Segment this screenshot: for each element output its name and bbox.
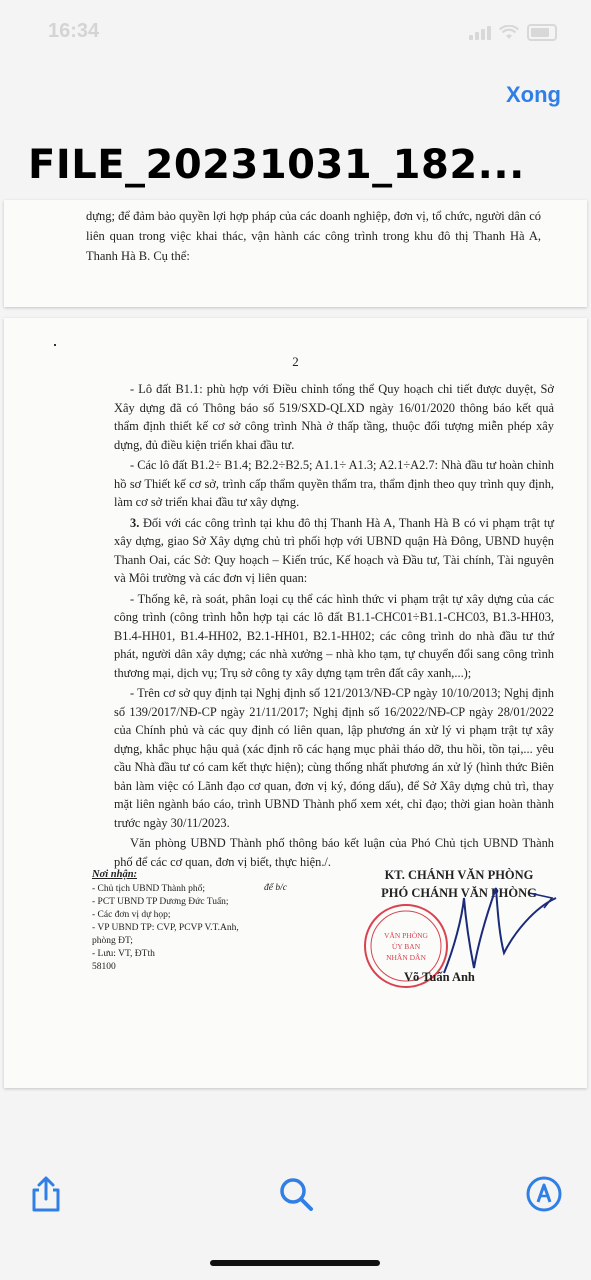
signal-icon [469,26,491,40]
handwritten-signature [434,878,564,978]
home-indicator[interactable] [210,1260,380,1266]
recipients-heading: Nơi nhận: [92,869,138,880]
paragraph-statistics: - Thống kê, rà soát, phân loại cụ thể các hình thức vi phạm trật tự xây dựng của các công trình (công trình hỗn hợp tại các lô đất B1.1-CHC01÷B1.1-CHC03, B1.3-HH03, B1.4-HH01, B1.4-HH02, B2.1-HH01, B2.1-HH02; các công trình do nhà đầu tư thứ phát, người dân xây dựng; các nhà xưởng – nhà kho tạm, tự chuyển đổi sang công trình thương mại, dịch vụ; Trụ sở công ty xây dựng tạm trên đất cây xanh,...); [114,591,554,680]
paragraph-b11: - Lô đất B1.1: phù hợp với Điều chỉnh tổng thể Quy hoạch chi tiết được duyệt, Sở Xây dựng đã có Thông báo số 519/SXD-QLXD ngày 16/01/2020 thông báo kết quả thẩm định thiết kế cơ sở công trình Nhà ở thấp tầng, thuộc đối tượng miễn phép xây dựng, đủ điều kiện triển khai đầu tư. [114,382,554,452]
paragraph-regulations: - Trên cơ sở quy định tại Nghị định số 121/2013/NĐ-CP ngày 10/10/2013; Nghị định số 139/2017/NĐ-CP ngày 21/11/2017; Nghị định số 16/2022/NĐ-CP ngày 28/01/2022 của Chính phủ và các quy định có liên quan, lập phương án xử lý vi phạm trật tự xây dựng, khắc phục hậu quả (xác định rõ các hạng mục phải tháo dỡ, thu hồi, tồn tại,... yêu cầu Nhà đầu tư có cam kết thực hiện); cùng thống nhất phương án xử lý (hình thức Biên bản làm việc có Lãnh đạo cơ quan, đơn vị ký, đóng dấu), để Sở Xây dựng chủ trì, thay mặt liên ngành báo cáo, trình UBND Thành phố xem xét, chỉ đạo; thời gian hoàn thành trước ngày 30/11/2023. [114,686,554,830]
paragraph-conclusion: Văn phòng UBND Thành phố thông báo kết luận của Phó Chủ tịch UBND Thành phố để các cơ quan, đơn vị biết, thực hiện./. [114,836,554,869]
stamp-text: ỦY BAN [391,942,421,951]
status-icons [469,24,557,41]
page-body [114,380,554,873]
recipient-line: - Lưu: VT, ĐTth [92,949,155,959]
recipient-line: - PCT UBND TP Dương Đức Tuấn; [92,897,229,907]
recipient-line: - VP UBND TP: CVP, PCVP V.T.Anh, [92,923,239,933]
recipients-note: để b/c [264,883,287,893]
status-time: 16:34 [48,20,100,42]
done-button[interactable]: Xong [506,82,561,107]
wifi-icon [499,25,519,40]
item-3-text: Đối với các công trình tại khu đô thị Thanh Hà A, Thanh Hà B có vi phạm trật tự xây dựng, giao Sở Xây dựng chủ trì phối hợp với UBND quận Hà Đông, UBND huyện Thanh Oai, các Sở: Quy hoạch – Kiến trúc, Kế hoạch và Đầu tư, Tài chính, Tài nguyên và Môi trường và các đơn vị liên quan: [114,515,554,585]
recipient-line: phòng ĐT; [92,936,133,946]
paragraph-item-3 [114,514,554,588]
recipients-block [92,868,332,974]
signature-title-2: PHÓ CHÁNH VĂN PHÒNG [381,886,537,900]
markup-icon[interactable] [524,1174,564,1214]
recipient-line: - Các đơn vị dự họp; [92,910,171,920]
document-page-2 [4,318,587,1088]
paragraph-other-lots: - Các lô đất B1.2÷ B1.4; B2.2÷B2.5; A1.1÷ A1.3; A2.1÷A2.7: Nhà đầu tư hoàn chỉnh hồ sơ Thiết kế cơ sở, trình cấp thẩm quyền thẩm tra, thẩm định theo quy trình quy định, làm cơ sở triển khai đầu tư xây dựng. [114,458,554,509]
signature-title-1: KT. CHÁNH VĂN PHÒNG [384,868,534,882]
scan-mark [54,344,56,346]
signer-name: Võ Tuấn Anh [404,970,475,984]
page-number: 2 [292,354,299,369]
status-bar [0,18,591,48]
file-title: FILE_20231031_182... [28,142,525,188]
search-icon[interactable] [276,1174,316,1214]
document-page-1 [4,200,587,307]
item-number: 3. [130,515,140,530]
battery-icon [527,24,557,41]
recipient-line: 58100 [92,962,116,972]
stamp-text: NHÂN DÂN [386,953,426,962]
bottom-toolbar [0,1150,591,1250]
stamp-text: VĂN PHÒNG [384,931,428,940]
share-icon[interactable] [26,1174,66,1214]
page-1-text: dựng; để đảm bảo quyền lợi hợp pháp của các doanh nghiệp, đơn vị, tổ chức, người dân có liên quan trong việc khai thác, vận hành các công trình trong khu đô thị Thanh Hà A, Thanh Hà B. Cụ thể: [86,209,541,263]
recipient-line: - Chủ tịch UBND Thành phố; [92,884,206,894]
